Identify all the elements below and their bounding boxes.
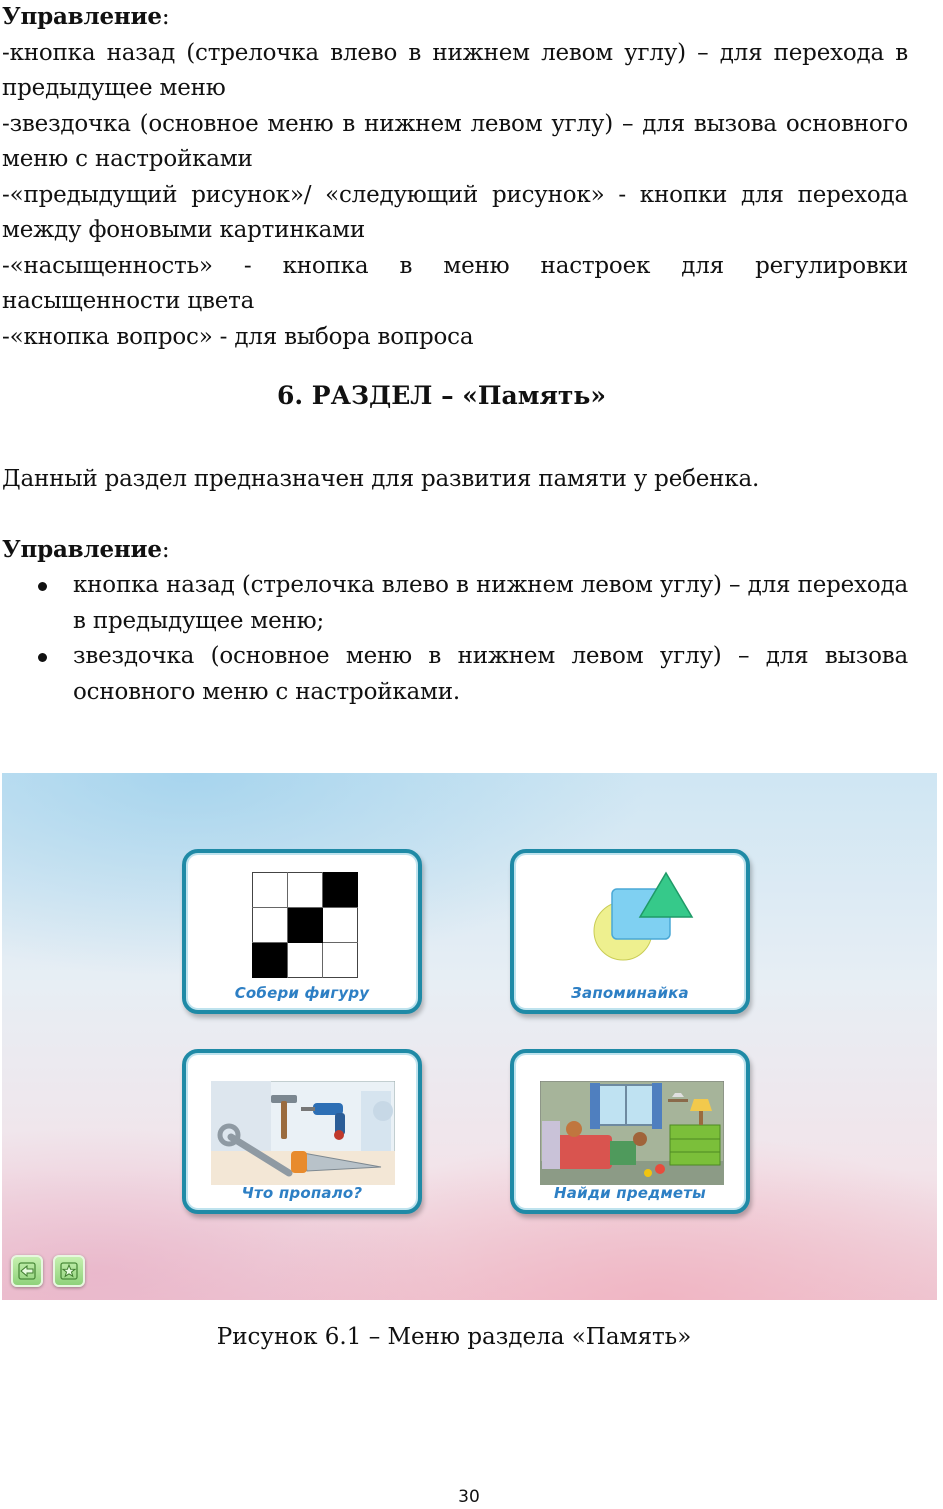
control-line-4: -«насыщенность» - кнопка в меню настроек для регулировки насыщенности цвета [2,252,908,314]
bullet-icon [38,582,47,591]
card-label: Что пропало? [241,1184,363,1202]
figure-caption: Рисунок 6.1 – Меню раздела «Память» [216,1324,692,1350]
room-picture [540,1081,724,1185]
section-heading: 6. РАЗДЕЛ – «Память» [277,381,606,410]
memory-menu-screenshot [2,773,937,1300]
page-number: 30 [458,1487,480,1507]
bullet-item: кнопка назад (стрелочка влево в нижнем левом углу) – для перехода в предыдущее меню; [0,568,908,639]
back-button[interactable] [11,1255,43,1287]
controls-bullet-list [0,568,908,710]
controls-title-2: Управление: [2,536,170,563]
star-icon [60,1262,78,1280]
card-zapominaika[interactable] [510,849,750,1014]
card-label: Запоминайка [571,984,689,1002]
bullet-icon [38,653,47,662]
card-sobery-figuru[interactable] [182,849,422,1014]
tools-picture [211,1081,395,1185]
control-line-2: -звездочка (основное меню в нижнем левом углу) – для вызова основного меню с настройками [2,110,908,172]
shapes-icon [586,871,696,961]
card-naidi-predmety[interactable] [510,1049,750,1214]
control-line-3: -«предыдущий рисунок»/ «следующий рисунок» - кнопки для перехода между фоновыми картинками [2,181,908,243]
main-menu-star-button[interactable] [53,1255,85,1287]
controls-title-1: Управление: [2,3,170,30]
card-chto-propalo[interactable] [182,1049,422,1214]
control-line-1: -кнопка назад (стрелочка влево в нижнем левом углу) – для перехода в предыдущее меню [2,39,908,101]
intro-paragraph: Данный раздел предназначен для развития памяти у ребенка. [2,466,760,492]
controls-block-1 [2,0,908,355]
card-label: Найди предметы [554,1184,706,1202]
card-label: Собери фигуру [234,984,370,1002]
control-line-5: -«кнопка вопрос» - для выбора вопроса [2,323,474,350]
bullet-item: звездочка (основное меню в нижнем левом углу) – для вызова основного меню с настройками. [0,639,908,710]
back-arrow-icon [18,1262,36,1280]
grid-pattern-icon [252,872,358,978]
